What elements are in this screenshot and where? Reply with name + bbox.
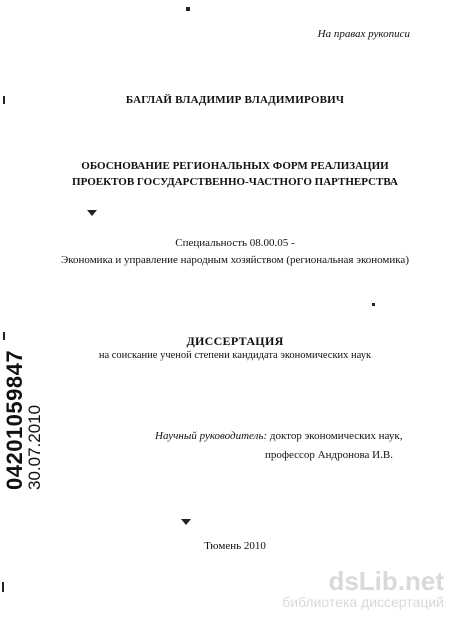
watermark-logo: dsLib.net <box>328 566 444 596</box>
rights-note: На правах рукописи <box>317 28 410 40</box>
supervisor-degree: доктор экономических наук, <box>267 430 403 442</box>
scan-arrow-mark <box>181 519 191 525</box>
dslib-watermark <box>282 568 444 610</box>
scan-arrow-mark <box>87 210 97 216</box>
watermark-tagline: библиотека диссертаций <box>282 594 444 610</box>
scan-speck <box>3 332 5 340</box>
archive-date: 30.07.2010 <box>25 404 44 490</box>
dissertation-title <box>40 158 430 190</box>
archive-stamp <box>4 350 44 490</box>
scan-speck <box>3 96 5 104</box>
title-line-1: ОБОСНОВАНИЕ РЕГИОНАЛЬНЫХ ФОРМ РЕАЛИЗАЦИИ <box>81 160 389 172</box>
archive-code: 04201059847 <box>2 349 27 490</box>
specialty-block <box>40 235 430 269</box>
supervisor-name: профессор Андронова И.В. <box>265 449 393 461</box>
supervisor-block <box>155 427 402 465</box>
specialty-code: Специальность 08.00.05 - <box>175 237 295 249</box>
city-year: Тюмень 2010 <box>204 540 266 552</box>
degree-line: на соискание ученой степени кандидата экономических наук <box>98 350 372 361</box>
dissertation-label: ДИССЕРТАЦИЯ <box>186 334 284 348</box>
scan-speck <box>2 582 4 592</box>
scan-speck <box>372 303 375 306</box>
supervisor-line-1 <box>155 430 402 442</box>
title-line-2: ПРОЕКТОВ ГОСУДАРСТВЕННО-ЧАСТНОГО ПАРТНЕРСТВА <box>72 176 398 188</box>
author-name: БАГЛАЙ ВЛАДИМИР ВЛАДИМИРОВИЧ <box>125 94 345 106</box>
specialty-name: Экономика и управление народным хозяйством (региональная экономика) <box>61 254 409 266</box>
supervisor-prefix: Научный руководитель: <box>155 430 268 442</box>
scan-speck <box>186 7 190 11</box>
